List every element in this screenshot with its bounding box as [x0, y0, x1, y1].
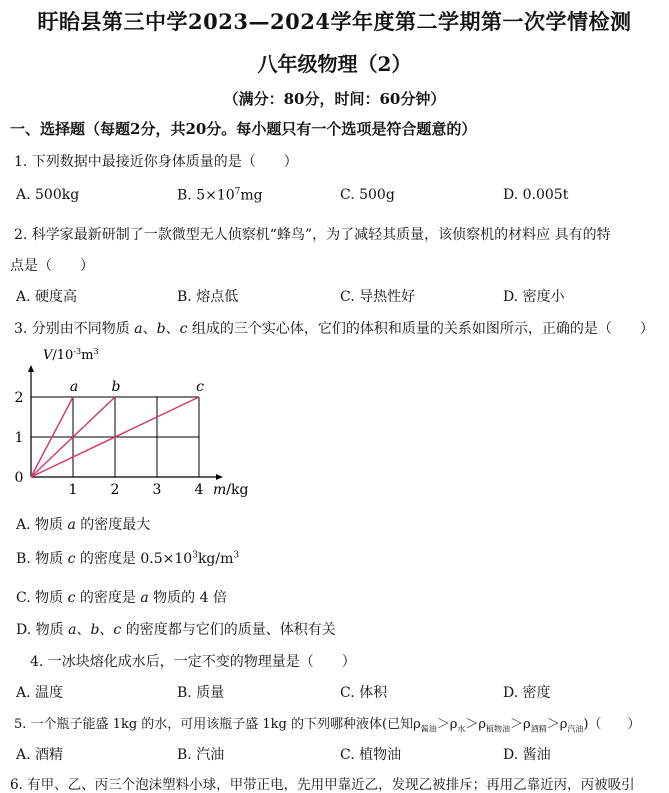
q3-option-d-sep-2: 、 [99, 622, 114, 638]
q5-stem-post: )（ ） [583, 717, 641, 732]
q3-option-b-mid: 的密度是 0.5×10 [75, 551, 193, 567]
x-axis-label: m/kg [213, 482, 249, 498]
q5-sub-alcohol: 酒精 [530, 724, 547, 734]
q3-option-d-post: 的密度都与它们的质量、体积有关 [121, 622, 336, 638]
q1-option-b-exp: 7 [234, 187, 241, 197]
q3-option-c-var2: a [140, 590, 149, 606]
q1-option-d: D. 0.005t [503, 187, 569, 203]
q5-gt-1: ＞ρ [436, 717, 458, 732]
x-tick-label: 4 [194, 482, 204, 498]
q5-stem-pre: 5. 一个瓶子能盛 1kg 的水，可用该瓶子盛 1kg 的下列哪种液体(已知ρ [14, 717, 421, 732]
q5-option-c: C. 植物油 [340, 747, 402, 763]
q3-stem-post: 组成的三个实心体，它们的体积和质量的关系如图所示，正确的是（ ） [187, 321, 654, 337]
q2-option-a: A. 硬度高 [16, 289, 78, 305]
q3-option-b-unit: kg/m [197, 551, 234, 567]
q3-var-a: a [134, 321, 143, 337]
q3-option-a-var: a [67, 517, 76, 533]
section-heading: 一、选择题（每题2分，共20分。每小题只有一个选项是符合题意的） [10, 120, 477, 138]
q2-option-b: B. 熔点低 [177, 289, 239, 305]
q1-stem: 1. 下列数据中最接近你身体质量的是（ ） [14, 154, 298, 170]
q5-sub-vegoil: 植物油 [486, 724, 511, 734]
q3-option-c [16, 587, 227, 607]
q1-option-b-unit: mg [240, 187, 263, 204]
score-info: （满分：80分，时间：60分钟） [223, 90, 446, 108]
q3-option-b-var: c [67, 551, 76, 567]
q3-option-c-var: c [67, 590, 76, 606]
q3-option-a-pre: A. 物质 [16, 517, 68, 533]
q1-option-a: A. 500kg [16, 187, 80, 203]
q5-sub-soy: 酱油 [420, 724, 437, 734]
q5-stem [14, 713, 640, 735]
y-axis-label: $V/10^{-3}m^3$ [43, 347, 99, 363]
q3-stem [14, 318, 654, 338]
series-label-b: b [111, 379, 121, 395]
q2-stem-line1: 2. 科学家最新研制了一款微型无人侦察机“蜂鸟”，为了减轻其质量，该侦察机的材料应 具有的特 [14, 227, 611, 243]
q5-sub-gasoline: 汽油 [567, 724, 584, 734]
q3-option-d-sep-1: 、 [76, 622, 91, 638]
y-tick-label: 2 [14, 390, 24, 406]
q5-sub-water: 水 [457, 724, 466, 734]
q3-sep-2: 、 [165, 321, 180, 337]
q5-gt-3: ＞ρ [510, 717, 531, 732]
q5-option-b: B. 汽油 [177, 747, 225, 763]
series-line-a [31, 397, 73, 477]
q3-option-c-mid: 的密度是 [75, 590, 141, 606]
x-tick-label: 3 [152, 482, 162, 498]
q5-option-d: D. 酱油 [503, 747, 551, 763]
q1-option-c: C. 500g [340, 187, 395, 203]
y-tick-label: 1 [14, 430, 24, 446]
series-line-b [31, 397, 115, 477]
q3-stem-pre: 3. 分别由不同物质 [14, 321, 135, 337]
q3-option-d-var-b: b [90, 622, 100, 638]
q4-stem: 4. 一冰块熔化成水后，一定不变的物理量是（ ） [30, 654, 356, 670]
q3-option-d-var-a: a [68, 622, 77, 638]
q3-option-b-pre: B. 物质 [16, 551, 68, 567]
q1-option-b-prefix: B. 5×10 [177, 187, 235, 204]
x-tick-label: 1 [68, 482, 78, 498]
q3-option-c-post: 物质的 4 倍 [148, 590, 227, 606]
q6-stem: 6. 有甲、乙、丙三个泡沫塑料小球，甲带正电，先用甲靠近乙，发现乙被排斥；再用乙靠近丙，丙被吸引 [10, 777, 635, 793]
q3-var-b: b [156, 321, 166, 337]
q3-option-d-pre: D. 物质 [16, 622, 69, 638]
q3-option-a-post: 的密度最大 [75, 517, 151, 533]
exam-subtitle: 八年级物理（2） [257, 52, 412, 76]
series-line-c [31, 397, 199, 477]
q5-gt-4: ＞ρ [546, 717, 568, 732]
q3-option-d [16, 619, 336, 639]
q4-option-c: C. 体积 [340, 685, 388, 701]
q3-option-a [16, 514, 150, 534]
q3-sep-1: 、 [142, 321, 157, 337]
q3-option-d-var-c: c [113, 622, 122, 638]
q5-option-a: A. 酒精 [16, 747, 64, 763]
q3-option-b [16, 548, 239, 568]
q1-option-b [177, 187, 263, 204]
exam-title: 盱眙县第三中学2023—2024学年度第二学期第一次学情检测 [37, 9, 632, 34]
x-axis-arrow [216, 474, 223, 480]
series-label-a: a [69, 379, 79, 395]
origin-label: 0 [14, 470, 24, 486]
q3-var-c: c [179, 321, 188, 337]
q4-option-b: B. 质量 [177, 685, 225, 701]
q5-gt-2: ＞ρ [465, 717, 487, 732]
q3-option-c-pre: C. 物质 [16, 590, 68, 606]
q4-option-d: D. 密度 [503, 685, 551, 701]
q3-option-b-exp1: 3 [192, 550, 198, 561]
q2-option-d: D. 密度小 [503, 289, 565, 305]
series-label-c: c [196, 379, 204, 395]
q4-option-a: A. 温度 [16, 685, 64, 701]
q2-stem-line2: 点是（ ） [10, 258, 94, 274]
y-axis-arrow [28, 365, 34, 372]
q3-option-b-exp2: 3 [233, 550, 240, 561]
x-tick-label: 2 [110, 482, 120, 498]
q2-option-c: C. 导热性好 [340, 289, 416, 305]
